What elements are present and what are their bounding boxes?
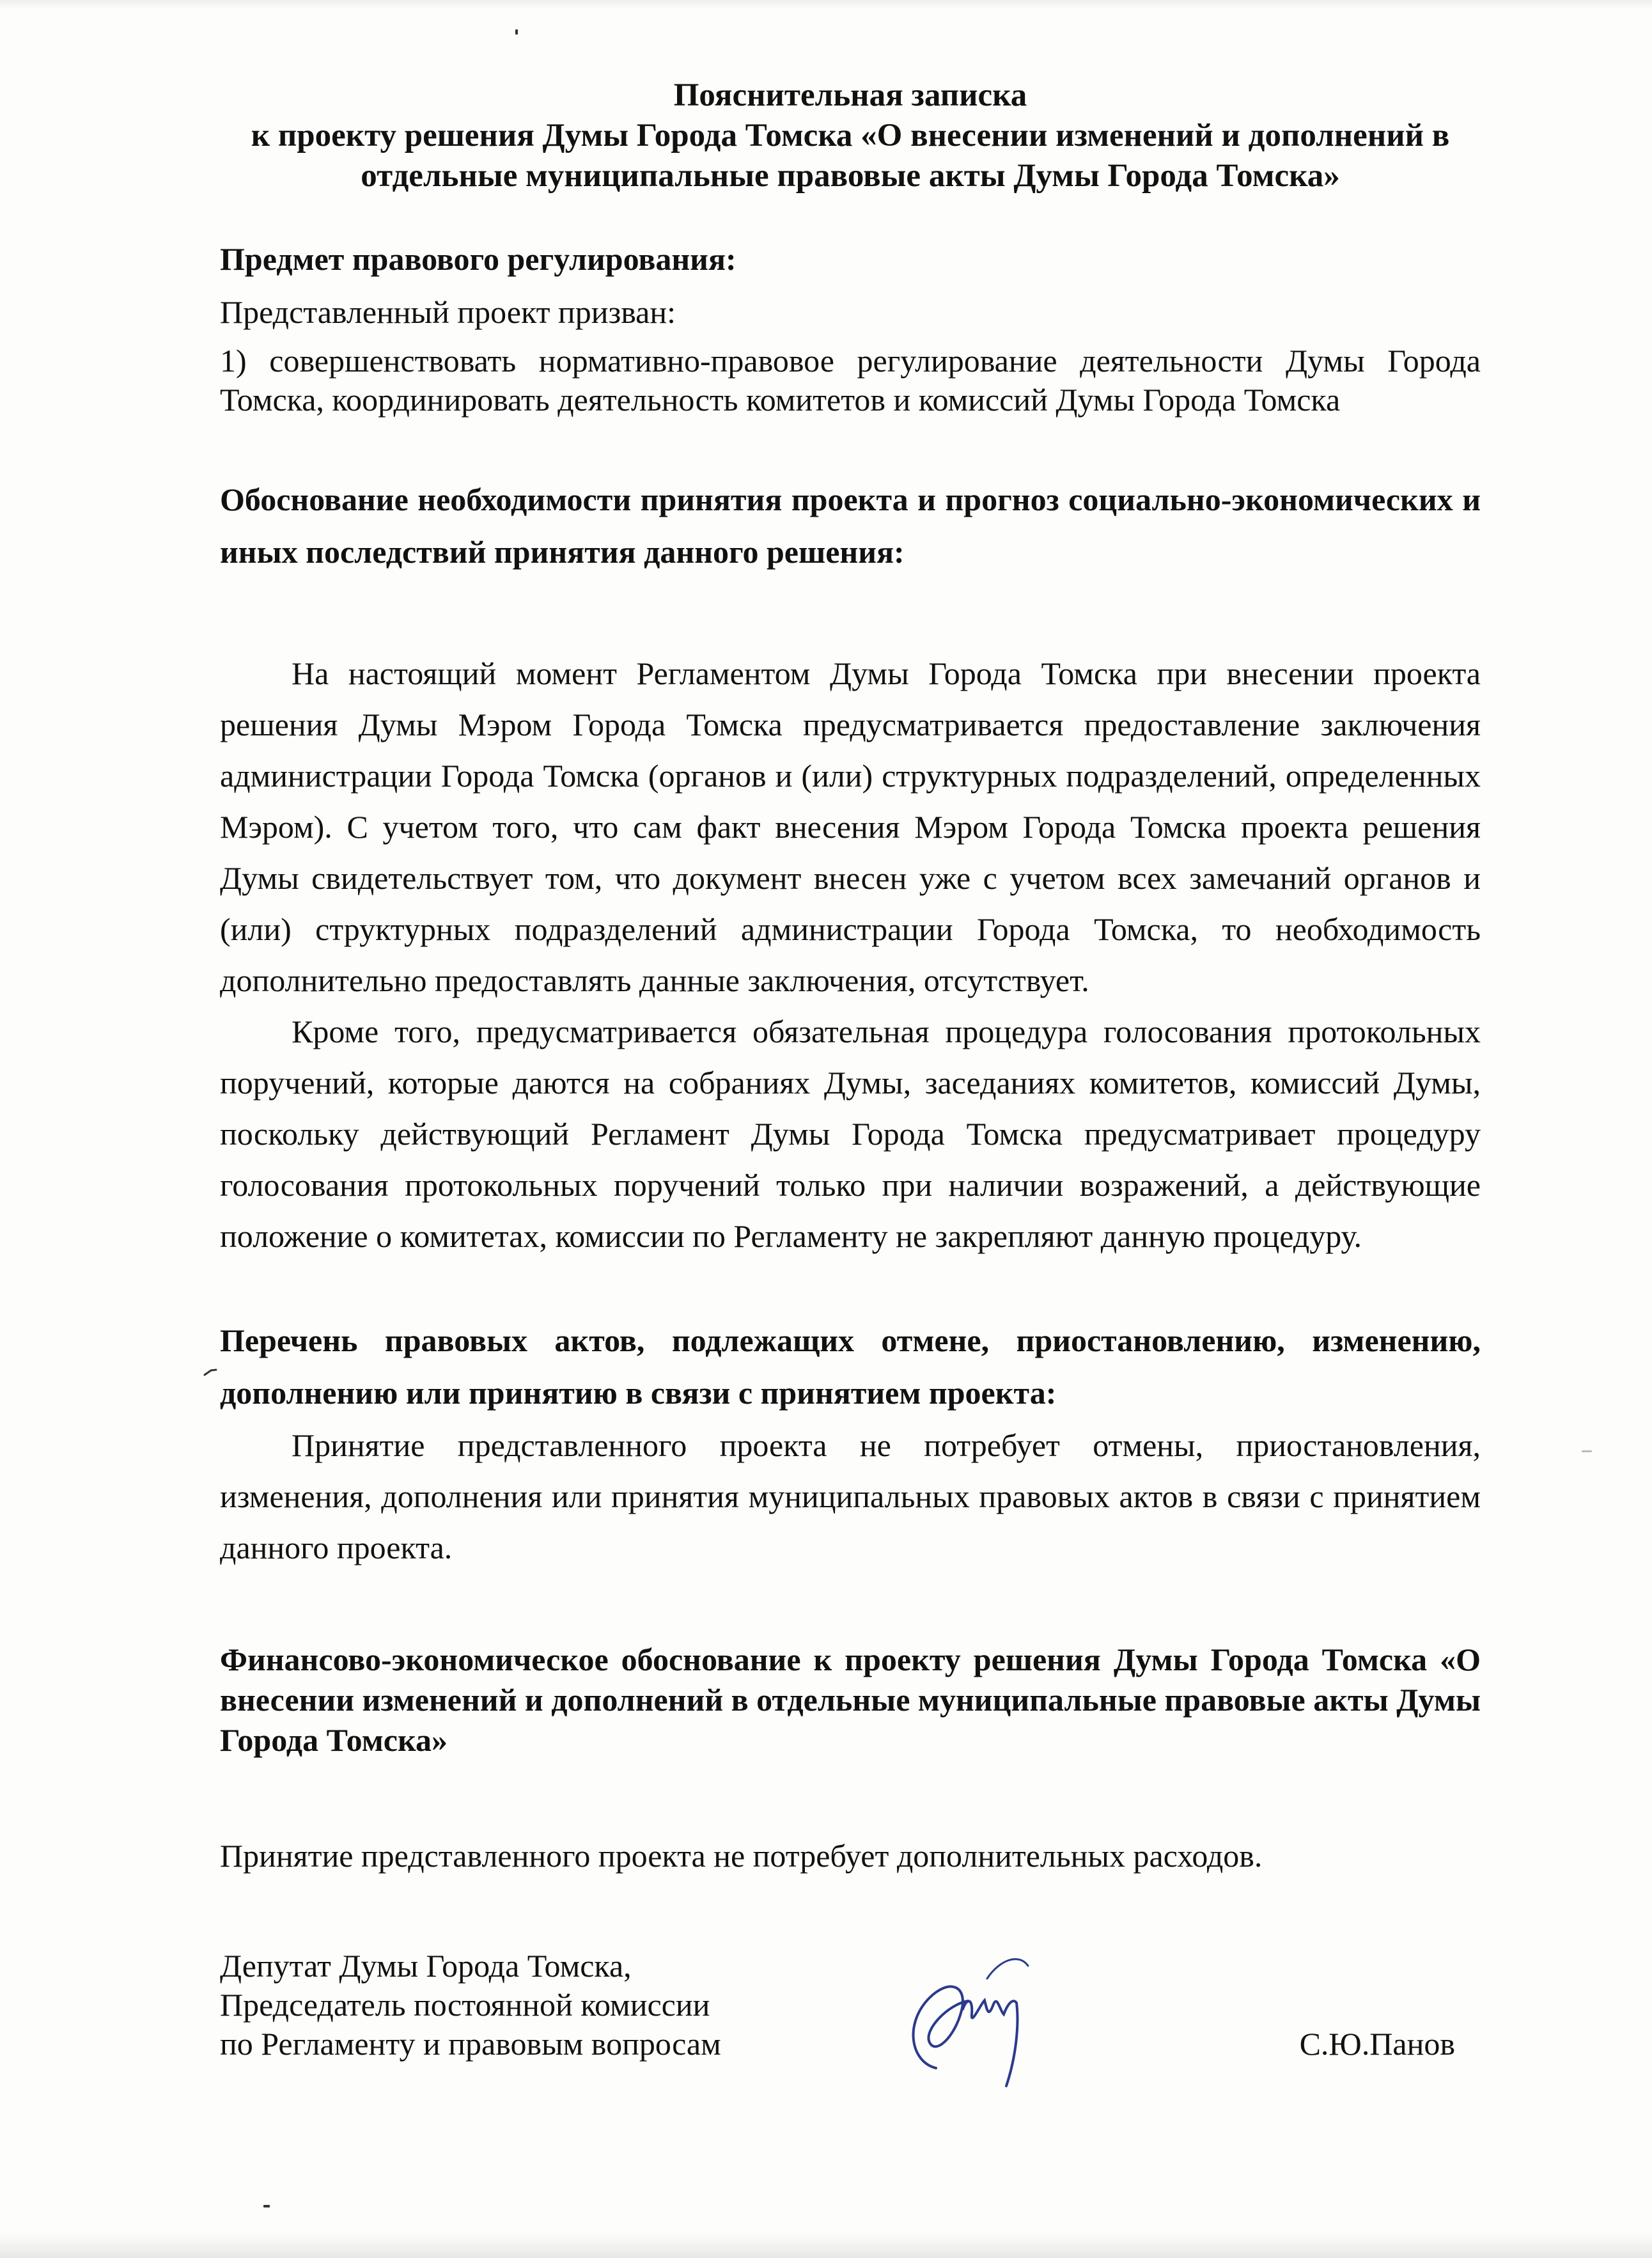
- scan-speck: [515, 29, 518, 35]
- scan-speck: [263, 2205, 270, 2207]
- scan-edge-bottom: [0, 2232, 1652, 2258]
- title-line-1: Пояснительная записка: [673, 77, 1027, 113]
- signer-line-2: Председатель постоянной комиссии: [220, 1986, 710, 2023]
- title-line-3: отдельные муниципальные правовые акты Думы Города Томска»: [361, 158, 1340, 194]
- spacer: [220, 1880, 1481, 1947]
- financial-para: Принятие представленного проекта не потребует дополнительных расходов.: [220, 1837, 1263, 1874]
- signer-name: С.Ю.Панов: [1299, 2025, 1455, 2062]
- scan-edge-top: [0, 0, 1652, 9]
- spacer: [220, 1262, 1481, 1314]
- signer-position: [220, 1947, 721, 2064]
- justification-para-1: На настоящий момент Регламентом Думы Города Томска при внесении проекта решения Думы Мэром Города Томска предусматривается предоставление заключения администрации Города Томска (органов и (или) структурных подразделений, определенных Мэром). С учетом того, что сам факт внесения Мэром Города Томска проекта решения Думы свидетельствует том, что документ внесен уже с учетом всех замечаний органов и (или) структурных подразделений администрации Города Томска, то необходимость дополнительно предоставлять данные заключения, отсутствует.: [220, 655, 1481, 998]
- subject-item-1: 1) совершенствовать нормативно-правовое регулирование деятельности Думы Города Томска, координировать деятельность комитетов и комиссий Думы Города Томска: [220, 342, 1481, 418]
- title-line-2: к проекту решения Думы Города Томска «О внесении изменений и дополнений в: [251, 118, 1450, 154]
- acts-para: Принятие представленного проекта не потребует отмены, приостановления, изменения, дополнения или принятия муниципальных правовых актов в связи с принятием данного проекта.: [220, 1427, 1481, 1565]
- financial-heading: Финансово-экономическое обоснование к проекту решения Думы Города Томска «О внесении изменений и дополнений в отдельные муниципальные правовые акты Думы Города Томска»: [220, 1641, 1481, 1758]
- signer-line-1: Депутат Думы Города Томска,: [220, 1947, 632, 1984]
- justification-para-2: Кроме того, предусматривается обязательная процедура голосования протокольных поручений, которые даются на собраниях Думы, заседаниях комитетов, комиссий Думы, поскольку действующий Регламент Думы Города Томска предусматривает процедуру голосования протокольных поручений только при наличии возражений, а действующие положение о комитетах, комиссии по Регламенту не закрепляют данную процедуру.: [220, 1013, 1481, 1254]
- spacer: [220, 197, 1481, 235]
- document-body: [220, 75, 1481, 2106]
- spacer: [220, 579, 1481, 648]
- spacer: [220, 419, 1481, 473]
- subject-intro: Представленный проект призван:: [220, 294, 676, 330]
- acts-heading: Перечень правовых актов, подлежащих отмене, приостановлению, изменению, дополнению или принятию в связи с принятием проекта:: [220, 1322, 1481, 1411]
- justification-heading: Обоснование необходимости принятия проекта и прогноз социально-экономических и иных последствий принятия данного решения:: [220, 481, 1481, 570]
- signature-block: [220, 1947, 1481, 2106]
- subject-heading: Предмет правового регулирования:: [220, 240, 736, 277]
- spacer: [220, 283, 1481, 288]
- spacer: [220, 1573, 1481, 1640]
- margin-tick-icon: [203, 1368, 217, 1376]
- scan-speck: [1582, 1450, 1592, 1452]
- spacer: [220, 1760, 1481, 1832]
- spacer: [220, 336, 1481, 341]
- handwritten-signature-icon: [891, 1934, 1057, 2094]
- signer-line-3: по Регламенту и правовым вопросам: [220, 2025, 721, 2062]
